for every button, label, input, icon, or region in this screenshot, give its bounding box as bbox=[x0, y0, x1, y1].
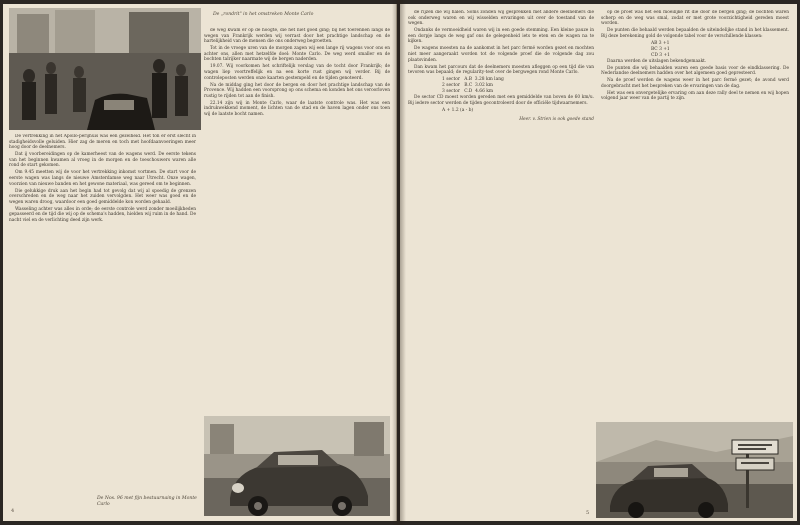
left-page bbox=[3, 4, 397, 521]
photo-car-monte-carlo bbox=[204, 416, 390, 516]
score-row: BC 3 +1 bbox=[651, 46, 670, 52]
paragraph: Ondanks de vermoeidheid waren wij in een goede stemming. Een kleine pauze in een dorpje langs de weg gaf ons de gelegenheid iets te eten en de wagen na te kijken. bbox=[408, 28, 594, 45]
paragraph: De punten die behaald werden bepaalden de uiteindelijke stand in het klassement. Bij deze berekening gold de volgende tabel voor de verschillende klassen: bbox=[601, 28, 789, 39]
spine-shadow bbox=[392, 0, 406, 525]
photo-car-road-sign bbox=[596, 422, 793, 518]
paragraph: Dat ij voorbereidingen op de kamerheest van de wagens werd. De eerste tekens van het beginnen kwamen al vroeg in de morgen en de toeschouwers waren alle rond de start gekomen. bbox=[9, 152, 196, 169]
photo-street-crowd bbox=[9, 8, 201, 130]
distance-table: 1 sector A.B 3.28 km lang 2 sector B.C 3.02 km 3 sector C.D 4.66 km bbox=[442, 77, 504, 95]
paragraph: Dan kwam het parcours dat de deelnemers moesten afleggen op een tijd die van tevoren was bepaald; de regularity-test over de bergwegen rond Monte Carlo. bbox=[408, 64, 594, 76]
right-page bbox=[400, 4, 797, 521]
paragraph: Om 9.45 meetten wij de voor het vertrekking inkomst vortmen. De start voor de eerste wagen was langs de nieuwe Amsterdamse weg naar Utrecht. Onze wagen, voorzien van nieuwe banden en het gewone materiaal, was gereed om te beginnen. bbox=[9, 170, 196, 187]
page-number-left: 4 bbox=[11, 508, 15, 514]
paragraph: Die gelukkige druk aan het begin had tot gevolg dat wij al spoedig de grenzen overschreden en de weg naar het zuiden vervolgden. Het weer was goed en de wegen waren droog, waardoor een goed gemiddelde kon worden gehaald. bbox=[9, 188, 196, 205]
right-column-2 bbox=[601, 10, 789, 420]
photo-caption: Heer. v. Strien is ook goede stand bbox=[519, 116, 594, 122]
paragraph: Tot in de vroege uren van de morgen zagen wij een lange rij wagens voor ons en achter ons, allen met hetzelfde doel: Monte Carlo. De weg werd smaller en de bochten talrijker naarmate wij de bergen naderden. bbox=[204, 46, 390, 63]
left-column-2 bbox=[204, 28, 390, 413]
formula: A + 1.2 (a - b) bbox=[442, 107, 474, 113]
paragraph: De punten die wij behaalden waren een goede basis voor de eindklassering. De Nederlandse deelnemers hadden over het algemeen goed gepresteerd. bbox=[601, 65, 789, 77]
photo-street-crowd-image bbox=[9, 8, 201, 130]
score-row: CD 3 +1 bbox=[651, 52, 670, 58]
paragraph: Na de middag ging het door de bergen en door het prachtige landschap van de Provence. Wij hadden een voorsprong op ons schema en konden het ons veroorloven rustig te rijden tot aan de finish. bbox=[204, 82, 390, 99]
paragraph: 19.07. Wij voorkomen het schriftelijk verslag van de tocht door Frankrijk; de wagen liep voortreffelijk en na een korte rust gingen wij verder. Bij de controleposten werden onze kaarten gestempeld en de tijden genoteerd. bbox=[204, 64, 390, 81]
paragraph: Na de proef werden de wagens weer in het parc fermé gezet; de avond werd doorgebracht met het bespreken van de ervaringen van de dag. bbox=[601, 78, 789, 89]
paragraph: Het was een onvergetelijke ervaring om aan deze rally deel te nemen en wij hopen volgend jaar weer van de partij te zijn. bbox=[601, 90, 789, 102]
paragraph: de weg kwam er op de hoogte, die het niet goed ging; bij het toerennen langs de wegen van Frankrijk werden wij verrast door het prachtige landschap en de hartelijkheid van de mensen die ons onderweg begroetten. bbox=[204, 28, 390, 45]
page-number-right: 5 bbox=[586, 510, 590, 516]
photo-car-image bbox=[204, 416, 390, 516]
caption-top: De „rondrit" in het omstreken Monte Carlo bbox=[213, 12, 314, 17]
paragraph: Daarna werden de uitslagen bekendgemaakt. bbox=[607, 58, 707, 64]
paragraph: De sector CD moest worden gereden met een gemiddelde van boven de 60 km/u. Bij iedere sector werden de tijden gecontroleerd door de officiële tijdwaarnemers. bbox=[408, 95, 594, 106]
paragraph: op de proef was het een moeilijke rit die door de bergen ging; de bochten waren scherp en de weg was smal, zodat er met grote voorzichtigheid gereden moest worden. bbox=[601, 10, 789, 27]
paragraph: De vertrekking in het Apollo-perijhuis was een gezelheid. Het ton er erst slecht in stadigheidsvolle geluiden. Hier zag de meren en toch met hoofdaanvoeringen meer hoog door de deelnemers. bbox=[9, 134, 196, 151]
paragraph: de rijzen die wij halen. Soms zonden wij gesprekken met andere deelnemers die ook onderweg waren en wij wisselden ervaringen uit over de toestand van de wegen. bbox=[408, 10, 594, 27]
score-table bbox=[601, 41, 789, 59]
paragraph: De wagens moesten na de aankomst in het parc fermé worden gezet en mochten niet meer aangeraakt worden tot de volgende proef die de volgende dag zou plaatsvinden. bbox=[408, 46, 594, 63]
paragraph: 22.14 zijn wij in Monte Carlo, waar de laatste controle was. Het was een indrukwekkend moment, de lichten van de stad en de haven lagen onder ons toen wij de laatste bocht namen. bbox=[204, 100, 390, 117]
caption-bottom: De Nos. 96 met fijn bestuurnaing in Monte Carlo bbox=[97, 496, 197, 507]
right-column-1 bbox=[408, 10, 594, 510]
left-column-1 bbox=[9, 134, 196, 509]
score-row: AB 3 +1 bbox=[651, 40, 670, 46]
paragraph: Wasseling achter was alles in orde; de eerste controle werd zonder moeilijkheden gepasseerd en de tijd die wij op de schema's hadden, hielden wij ruim in de hand. De nacht viel en de verlichting deed zijn werk. bbox=[9, 206, 196, 223]
photo-road-sign-image bbox=[596, 422, 793, 518]
